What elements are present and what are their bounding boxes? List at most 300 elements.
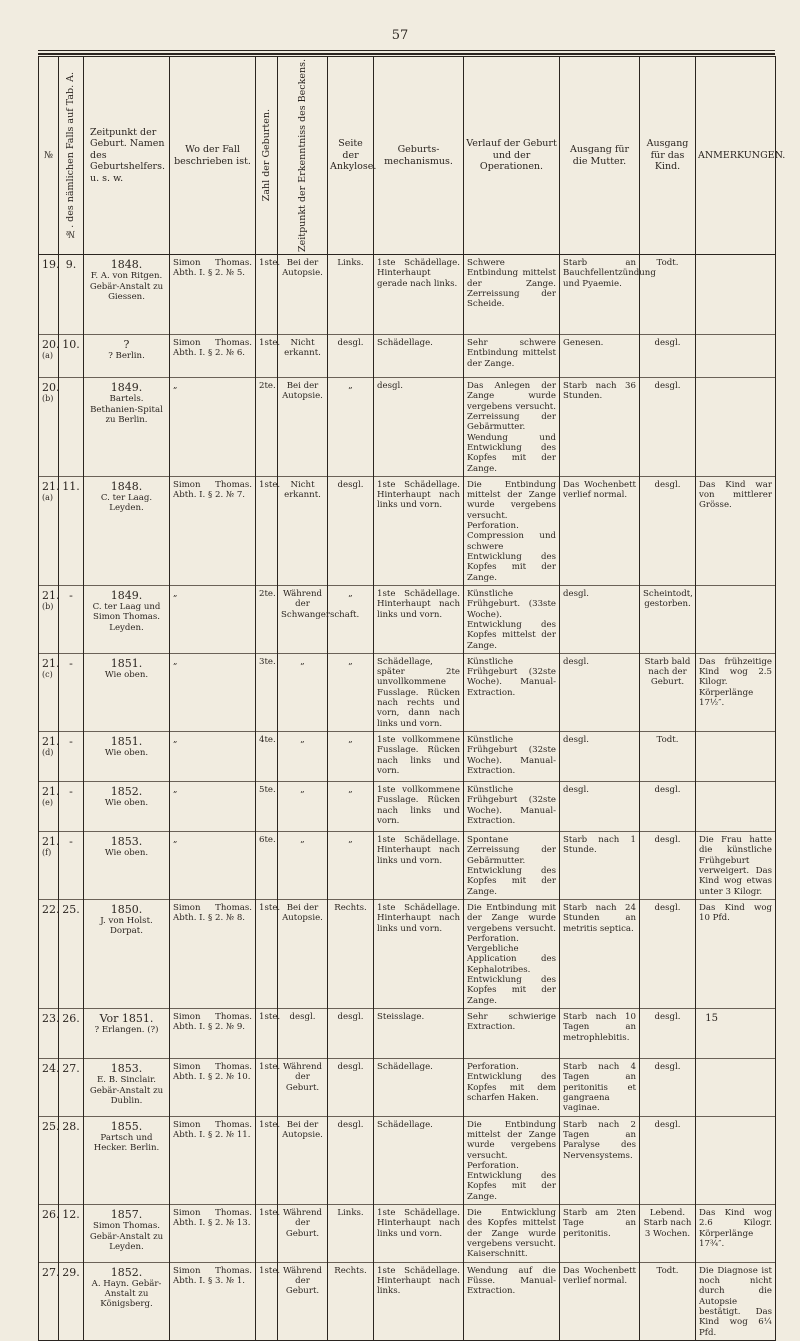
ankylosis-side-seite: Links. <box>337 258 364 269</box>
mother-outcome <box>560 1262 640 1340</box>
date-and-obstetrician-zeit: Bartels. Bethanien-Spital zu Berlin. <box>90 394 163 425</box>
remarks <box>696 1116 776 1205</box>
birth-mechanism-mech: 1ste Schädellage. Hinterhaupt nach links und vorn. <box>377 479 460 511</box>
birth-mechanism-mech: 1ste Schädellage. Hinterhaupt nach links und vorn. <box>377 588 460 620</box>
birth-mechanism-mech: 1ste Schädellage. Hinterhaupt nach links und vorn. <box>377 1208 460 1239</box>
case-number-nr: 21. <box>42 479 60 493</box>
birth-count-zahl: 1ste. <box>259 1119 281 1130</box>
mother-outcome <box>560 585 640 653</box>
labor-course-verlauf: Die Entbindung mittelst der Zange wurde vergebens versucht. Perforation. Compression und schwere Entwicklung des Kopfes mit der Zange. <box>467 479 556 583</box>
header-seite: Seite der Ankylose. <box>328 57 374 255</box>
case-number <box>39 1116 59 1205</box>
case-number-nr: 24. <box>42 1062 60 1076</box>
birth-mechanism <box>374 1205 464 1263</box>
child-outcome <box>640 1116 696 1205</box>
table-row <box>39 832 776 900</box>
ankylosis-side-seite: desgl. <box>337 1012 364 1023</box>
header-mutter: Ausgang für die Mutter. <box>560 57 640 255</box>
pelvis-recognition-erk: Während der Geburt. <box>283 1208 322 1239</box>
ankylosis-side <box>328 1262 374 1340</box>
date-and-obstetrician-zeit: ? Erlangen. (?) <box>94 1025 159 1036</box>
birth-mechanism <box>374 1059 464 1117</box>
top-rule <box>38 50 775 51</box>
child-outcome-kind: desgl. <box>654 902 681 913</box>
case-number <box>39 1009 59 1059</box>
labor-course-verlauf: Das Anlegen der Zange wurde vergebens versucht. Zerreissung der Gebärmutter. Wendung und Entwicklung des Kopfes mit der Zange. <box>467 381 556 474</box>
child-outcome-kind: desgl. <box>654 1012 681 1023</box>
birth-count <box>256 832 278 900</box>
tab-a-number-tab: - <box>69 656 73 670</box>
mother-outcome <box>560 255 656 335</box>
birth-mechanism <box>374 1116 464 1205</box>
birth-mechanism <box>374 732 464 782</box>
birth-count <box>256 378 278 477</box>
child-outcome-kind: Todt. <box>656 258 679 269</box>
birth-count <box>256 1059 281 1117</box>
ankylosis-side-seite: desgl. <box>337 479 364 490</box>
pelvis-recognition-erk: Während der Geburt. <box>283 1265 322 1297</box>
date-and-obstetrician-year: 1848. <box>110 258 143 272</box>
source-reference <box>170 1009 256 1059</box>
date-and-obstetrician-zeit: Partsch und Hecker. Berlin. <box>93 1132 160 1154</box>
birth-mechanism <box>374 335 464 378</box>
header-kind: Ausgang für das Kind. <box>640 57 696 255</box>
table-row <box>39 335 776 378</box>
tab-a-number-tab: 11. <box>62 479 80 493</box>
labor-course-verlauf: Die Entwicklung des Kopfes mittelst der Zange wurde vergebens versucht. Kaiserschnitt. <box>467 1208 556 1260</box>
case-number-nr: 21. <box>42 735 60 749</box>
case-number-nr: 21. <box>42 656 60 670</box>
birth-mechanism <box>374 653 464 731</box>
pelvis-recognition-erk: Nicht erkannt. <box>284 338 321 359</box>
ankylosis-side-seite: Rechts. <box>334 1265 367 1276</box>
mother-outcome-mutter: Das Wochenbett verlief normal. <box>563 479 636 501</box>
labor-course <box>464 732 560 782</box>
case-number <box>39 732 59 782</box>
tab-a-number-tab: - <box>69 835 73 849</box>
pelvis-recognition-erk: Bei der Autopsie. <box>282 902 323 924</box>
case-number-sub: (b) <box>42 602 54 612</box>
date-and-obstetrician-year: 1852. <box>110 785 143 799</box>
ankylosis-side-seite: „ <box>348 381 353 392</box>
labor-course <box>464 653 560 731</box>
table-row <box>39 1205 776 1263</box>
labor-course-verlauf: Sehr schwierige Extraction. <box>467 1012 556 1033</box>
case-number-sub: (a) <box>42 351 54 361</box>
table-row <box>39 255 776 335</box>
source-reference-wo: Simon Thomas. Abth. I. § 2. № 7. <box>173 479 252 501</box>
pelvis-recognition-erk: Während der Geburt. <box>283 1062 322 1093</box>
tab-a-number-tab: 10. <box>62 338 80 352</box>
source-reference <box>170 899 256 1008</box>
ankylosis-side-seite: „ <box>348 785 353 796</box>
child-outcome-kind: Starb bald nach der Geburt. <box>644 656 691 688</box>
source-reference <box>170 335 256 378</box>
source-reference <box>170 1205 256 1263</box>
pelvis-recognition <box>278 1009 328 1059</box>
date-and-obstetrician-year: 1851. <box>110 735 143 749</box>
labor-course <box>464 1059 560 1117</box>
labor-course-verlauf: Künstliche Frühgeburt. (33ste Woche). Entwicklung des Kopfes mittelst der Zange. <box>467 588 556 651</box>
remarks-anm: Das frühzeitige Kind wog 2.5 Kilogr. Körperlänge 17½″. <box>699 656 772 709</box>
pelvis-recognition <box>278 378 328 477</box>
birth-mechanism <box>374 1009 464 1059</box>
mother-outcome-mutter: Starb nach 4 Tagen an peritonitis et gangraena vaginae. <box>563 1062 636 1114</box>
date-and-obstetrician <box>84 1009 170 1059</box>
birth-mechanism-mech: 1ste Schädellage. Hinterhaupt nach links und vorn. <box>377 902 460 934</box>
case-number-nr: 22. <box>42 902 60 916</box>
remarks <box>696 899 776 1008</box>
remarks-anm: Das Kind wog 2.6 Kilogr. Körperlänge 17¾″. <box>699 1208 772 1250</box>
pelvis-recognition-erk: „ <box>300 835 305 846</box>
ankylosis-side-seite: „ <box>348 656 353 667</box>
date-and-obstetrician <box>84 335 170 378</box>
tab-a-number <box>59 1262 84 1340</box>
date-and-obstetrician <box>84 1116 170 1205</box>
remarks <box>696 335 776 378</box>
date-and-obstetrician-zeit: Wie oben. <box>104 848 149 859</box>
ankylosis-side <box>328 1009 374 1059</box>
case-number <box>39 1262 59 1340</box>
remarks-anm: Das Kind wog 10 Pfd. <box>699 902 772 924</box>
table-row <box>39 782 776 832</box>
tab-a-number <box>59 476 84 585</box>
header-verlauf: Verlauf der Geburt und der Operationen. <box>464 57 560 255</box>
case-number <box>39 255 59 335</box>
signature-mark: 15 <box>705 1013 718 1024</box>
pelvis-recognition-erk: Während der Schwangerschaft. <box>281 588 360 620</box>
date-and-obstetrician-zeit: F. A. von Ritgen. Gebär-Anstalt zu Giessen. <box>89 271 164 302</box>
source-reference <box>170 782 256 832</box>
birth-count <box>256 899 281 1008</box>
labor-course <box>464 782 560 832</box>
ankylosis-side-seite: desgl. <box>337 1119 364 1130</box>
date-and-obstetrician-zeit: Simon Thomas. Gebär-Anstalt zu Leyden. <box>89 1221 164 1252</box>
ankylosis-side-seite: „ <box>348 588 353 599</box>
labor-course-verlauf: Sehr schwere Entbindung mittelst der Zange. <box>467 338 556 369</box>
case-number-sub: (c) <box>42 670 53 680</box>
ankylosis-side <box>328 476 374 585</box>
child-outcome <box>640 832 696 900</box>
remarks <box>696 1059 776 1117</box>
case-number <box>39 335 59 378</box>
mother-outcome-mutter: Das Wochenbett verlief normal. <box>563 1265 636 1286</box>
case-number-nr: 19. <box>42 258 60 272</box>
date-and-obstetrician-zeit: ? Berlin. <box>108 351 145 362</box>
labor-course-verlauf: Perforation. Entwicklung des Kopfes mit dem scharfen Haken. <box>467 1062 556 1103</box>
source-reference <box>170 1059 256 1117</box>
page-number: 57 <box>391 28 409 43</box>
labor-course <box>464 832 560 900</box>
child-outcome-kind: desgl. <box>654 835 681 846</box>
date-and-obstetrician-zeit: Wie oben. <box>104 748 149 759</box>
table-row <box>39 378 776 477</box>
date-and-obstetrician-zeit: E. B. Sinclair. Gebär-Anstalt zu Dublin. <box>89 1075 164 1106</box>
birth-count <box>256 1009 281 1059</box>
header-wo: Wo der Fall beschrieben ist. <box>170 57 256 255</box>
labor-course-verlauf: Künstliche Frühgeburt (32ste Woche). Manual-Extraction. <box>467 785 556 826</box>
ankylosis-side <box>328 899 374 1008</box>
pelvis-recognition <box>278 832 328 900</box>
pelvis-recognition <box>278 1059 328 1117</box>
mother-outcome-mutter: Genesen. <box>563 338 604 349</box>
remarks-anm: Die Frau hatte die künstliche Frühgeburt verweigert. Das Kind wog etwas unter 3 Kilogr. <box>699 835 772 897</box>
case-number-sub: (f) <box>42 848 52 858</box>
remarks <box>696 585 776 653</box>
birth-mechanism <box>374 255 464 335</box>
tab-a-number <box>59 653 84 731</box>
tab-a-number-tab: - <box>69 588 73 602</box>
child-outcome <box>640 1059 696 1117</box>
pelvis-recognition-erk: „ <box>300 656 305 667</box>
ankylosis-side <box>328 1116 374 1205</box>
date-and-obstetrician <box>84 476 170 585</box>
mother-outcome-mutter: Starb nach 10 Tagen an metrophlebitis. <box>563 1012 636 1043</box>
labor-course <box>464 899 560 1008</box>
birth-count-zahl: 1ste. <box>259 1265 281 1276</box>
case-number <box>39 832 59 900</box>
pelvis-recognition-erk: Bei der Autopsie. <box>282 1119 323 1140</box>
child-outcome <box>640 585 696 653</box>
birth-mechanism-mech: 1ste vollkommene Fusslage. Rücken nach links und vorn. <box>377 785 460 826</box>
source-reference-wo: Simon Thomas. Abth. I. § 2. № 10. <box>173 1062 252 1083</box>
header-row <box>39 57 776 255</box>
tab-a-number-tab: 25. <box>62 902 80 916</box>
case-number-sub: (e) <box>42 798 53 808</box>
header-zeitpunkt: Zeitpunkt der Geburt. Namen des Geburtshelfers. u. s. w. <box>84 57 170 255</box>
remarks <box>696 1205 776 1263</box>
tab-a-number <box>59 1116 84 1205</box>
mother-outcome <box>560 1059 640 1117</box>
source-reference <box>170 1116 256 1205</box>
table-row <box>39 1059 776 1117</box>
child-outcome-kind: desgl. <box>654 1119 681 1130</box>
birth-mechanism <box>374 585 464 653</box>
case-number <box>39 782 59 832</box>
child-outcome-kind: desgl. <box>654 479 681 490</box>
labor-course <box>464 1009 560 1059</box>
mother-outcome <box>560 1116 640 1205</box>
source-reference-wo: Simon Thomas. Abth. I. § 3. № 1. <box>173 1265 252 1286</box>
labor-course <box>464 1205 560 1263</box>
case-number-sub: (d) <box>42 748 54 758</box>
labor-course-verlauf: Wendung auf die Füsse. Manual-Extraction. <box>467 1265 556 1297</box>
birth-count <box>256 255 281 335</box>
date-and-obstetrician <box>84 255 170 335</box>
tab-a-number-tab: 29. <box>62 1265 80 1279</box>
birth-mechanism <box>374 782 464 832</box>
case-number-nr: 20. <box>42 338 60 352</box>
date-and-obstetrician-year: 1849. <box>110 381 143 395</box>
tab-a-number <box>59 832 84 900</box>
mother-outcome-mutter: desgl. <box>563 588 589 599</box>
pelvis-recognition <box>278 653 328 731</box>
remarks <box>696 732 776 782</box>
labor-course <box>464 476 560 585</box>
tab-a-number <box>59 732 84 782</box>
date-and-obstetrician-year: 1853. <box>110 835 143 849</box>
pelvis-recognition-erk: Bei der Autopsie. <box>282 381 323 402</box>
date-and-obstetrician <box>84 653 170 731</box>
tab-a-number-tab: 26. <box>62 1012 80 1026</box>
ankylosis-side-seite: Links. <box>337 1208 364 1219</box>
birth-mechanism <box>374 1262 464 1340</box>
table-row <box>39 732 776 782</box>
date-and-obstetrician <box>84 378 170 477</box>
source-reference-wo: „ <box>173 785 178 796</box>
case-number <box>39 653 59 731</box>
remarks <box>696 378 776 477</box>
date-and-obstetrician-zeit: A. Hayn. Gebär-Anstalt zu Königsberg. <box>91 1278 162 1310</box>
pelvis-recognition <box>278 585 360 653</box>
birth-count-zahl: 5te. <box>259 785 276 796</box>
pelvis-recognition <box>278 732 328 782</box>
table-row <box>39 585 776 653</box>
tab-a-number-tab: - <box>69 785 73 799</box>
ankylosis-side <box>328 335 374 378</box>
child-outcome <box>640 1262 696 1340</box>
date-and-obstetrician <box>84 1059 170 1117</box>
tab-a-number-tab: 12. <box>62 1208 80 1222</box>
source-reference-wo: Simon Thomas. Abth. I. § 2. № 8. <box>173 902 252 924</box>
tab-a-number <box>59 1009 84 1059</box>
date-and-obstetrician-year: 1857. <box>110 1208 143 1222</box>
birth-mechanism-mech: Steisslage. <box>377 1012 425 1023</box>
mother-outcome <box>560 335 640 378</box>
table-row <box>39 1262 776 1340</box>
source-reference-wo: Simon Thomas. Abth. I. § 2. № 13. <box>173 1208 252 1229</box>
source-reference <box>170 732 256 782</box>
birth-mechanism-mech: Schädellage. <box>377 338 433 349</box>
birth-count <box>256 585 278 653</box>
remarks <box>696 1262 776 1340</box>
child-outcome <box>640 653 696 731</box>
child-outcome <box>640 1205 696 1263</box>
birth-count <box>256 335 281 378</box>
header-tab: №. des nämlichen Falls auf Tab. A. <box>59 57 84 255</box>
birth-count-zahl: 1ste. <box>259 258 281 269</box>
child-outcome-kind: desgl. <box>654 338 681 349</box>
birth-count-zahl: 1ste. <box>259 902 281 913</box>
mother-outcome <box>560 476 640 585</box>
source-reference-wo: „ <box>173 835 178 846</box>
header-anmerkungen: ANMERKUNGEN. <box>696 57 776 255</box>
child-outcome-kind: Scheintodt, gestorben. <box>643 588 693 610</box>
labor-course-verlauf: Spontane Zerreissung der Gebärmutter. Entwicklung des Kopfes mit der Zange. <box>467 835 556 897</box>
mother-outcome-mutter: Starb am 2ten Tage an peritonitis. <box>563 1208 636 1239</box>
tab-a-number-tab: 28. <box>62 1119 80 1133</box>
date-and-obstetrician-zeit: C. ter Laag. Leyden. <box>100 493 153 514</box>
remarks <box>696 832 776 900</box>
top-rule-double <box>38 53 775 55</box>
tab-a-number <box>59 378 84 477</box>
birth-count-zahl: 1ste. <box>259 338 281 349</box>
header-erkenntnis: Zeitpunkt der Erkenntniss des Beckens. <box>278 57 328 255</box>
date-and-obstetrician-year: 1855. <box>110 1119 143 1133</box>
labor-course <box>464 335 560 378</box>
pelvis-recognition-erk: „ <box>300 735 305 746</box>
birth-count-zahl: 1ste. <box>259 1208 281 1219</box>
tab-a-number <box>59 255 84 335</box>
birth-count <box>256 1116 281 1205</box>
child-outcome <box>640 732 696 782</box>
remarks <box>696 476 776 585</box>
date-and-obstetrician-zeit: Wie oben. <box>104 670 149 681</box>
birth-mechanism-mech: Schädellage. <box>377 1062 433 1073</box>
ankylosis-side <box>328 378 374 477</box>
labor-course-verlauf: Die Entbindung mit der Zange wurde vergebens versucht. Perforation. Vergebliche Application des Kephalotribes. Entwicklung des Kopfes mit der Zange. <box>467 902 556 1006</box>
date-and-obstetrician <box>84 732 170 782</box>
mother-outcome <box>560 782 640 832</box>
birth-count <box>256 782 278 832</box>
pelvis-recognition-erk: „ <box>300 785 305 796</box>
header-mechanismus: Geburts-mechanismus. <box>374 57 464 255</box>
table-row <box>39 1009 776 1059</box>
date-and-obstetrician-year: 1853. <box>110 1062 143 1076</box>
table-row <box>39 899 776 1008</box>
case-number-nr: 20. <box>42 381 60 395</box>
date-and-obstetrician-year: Vor 1851. <box>99 1012 154 1026</box>
pelvis-recognition <box>278 782 328 832</box>
date-and-obstetrician <box>84 585 170 653</box>
mother-outcome <box>560 1205 640 1263</box>
ankylosis-side <box>328 732 374 782</box>
mother-outcome-mutter: desgl. <box>563 735 589 746</box>
birth-mechanism-mech: 1ste Schädellage. Hinterhaupt nach links. <box>377 1265 460 1297</box>
source-reference-wo: Simon Thomas. Abth. I. § 2. № 5. <box>173 258 252 279</box>
labor-course <box>464 1262 560 1340</box>
case-number-sub: (a) <box>42 493 54 503</box>
labor-course-verlauf: Die Entbindung mittelst der Zange wurde vergebens versucht. Perforation. Entwicklung des Kopfes mit der Zange. <box>467 1119 556 1202</box>
mother-outcome <box>560 732 640 782</box>
child-outcome-kind: desgl. <box>654 381 681 392</box>
ankylosis-side <box>328 832 374 900</box>
birth-mechanism-mech: 1ste Schädellage. Hinterhaupt nach links und vorn. <box>377 835 460 866</box>
child-outcome-kind: Lebend. Starb nach 3 Wochen. <box>643 1208 692 1239</box>
remarks <box>696 782 776 832</box>
case-number-nr: 21. <box>42 835 60 849</box>
date-and-obstetrician-zeit: C. ter Laag und Simon Thomas. Leyden. <box>92 602 161 633</box>
ankylosis-side-seite: Rechts. <box>334 902 367 913</box>
remarks <box>696 255 776 335</box>
birth-count <box>256 1205 281 1263</box>
ankylosis-side <box>328 255 374 335</box>
birth-mechanism <box>374 476 464 585</box>
date-and-obstetrician <box>84 1262 170 1340</box>
birth-mechanism <box>374 899 464 1008</box>
source-reference-wo: „ <box>173 735 178 746</box>
child-outcome <box>640 476 696 585</box>
date-and-obstetrician-year: 1849. <box>110 588 143 602</box>
date-and-obstetrician <box>84 832 170 900</box>
pelvis-recognition-erk: Bei der Autopsie. <box>282 258 323 279</box>
labor-course <box>464 255 560 335</box>
pelvis-recognition <box>278 899 328 1008</box>
mother-outcome <box>560 378 640 477</box>
date-and-obstetrician-zeit: Wie oben. <box>104 798 149 809</box>
labor-course <box>464 1116 560 1205</box>
source-reference <box>170 378 256 477</box>
tab-a-number-tab: 9. <box>65 258 77 272</box>
pelvis-recognition <box>278 255 328 335</box>
date-and-obstetrician-zeit: J. von Holst. Dorpat. <box>100 916 153 937</box>
child-outcome <box>640 1009 696 1059</box>
labor-course <box>464 585 560 653</box>
table-row <box>39 1116 776 1205</box>
ankylosis-side-seite: „ <box>348 835 353 846</box>
date-and-obstetrician-year: 1848. <box>110 479 143 493</box>
remarks <box>696 653 776 731</box>
